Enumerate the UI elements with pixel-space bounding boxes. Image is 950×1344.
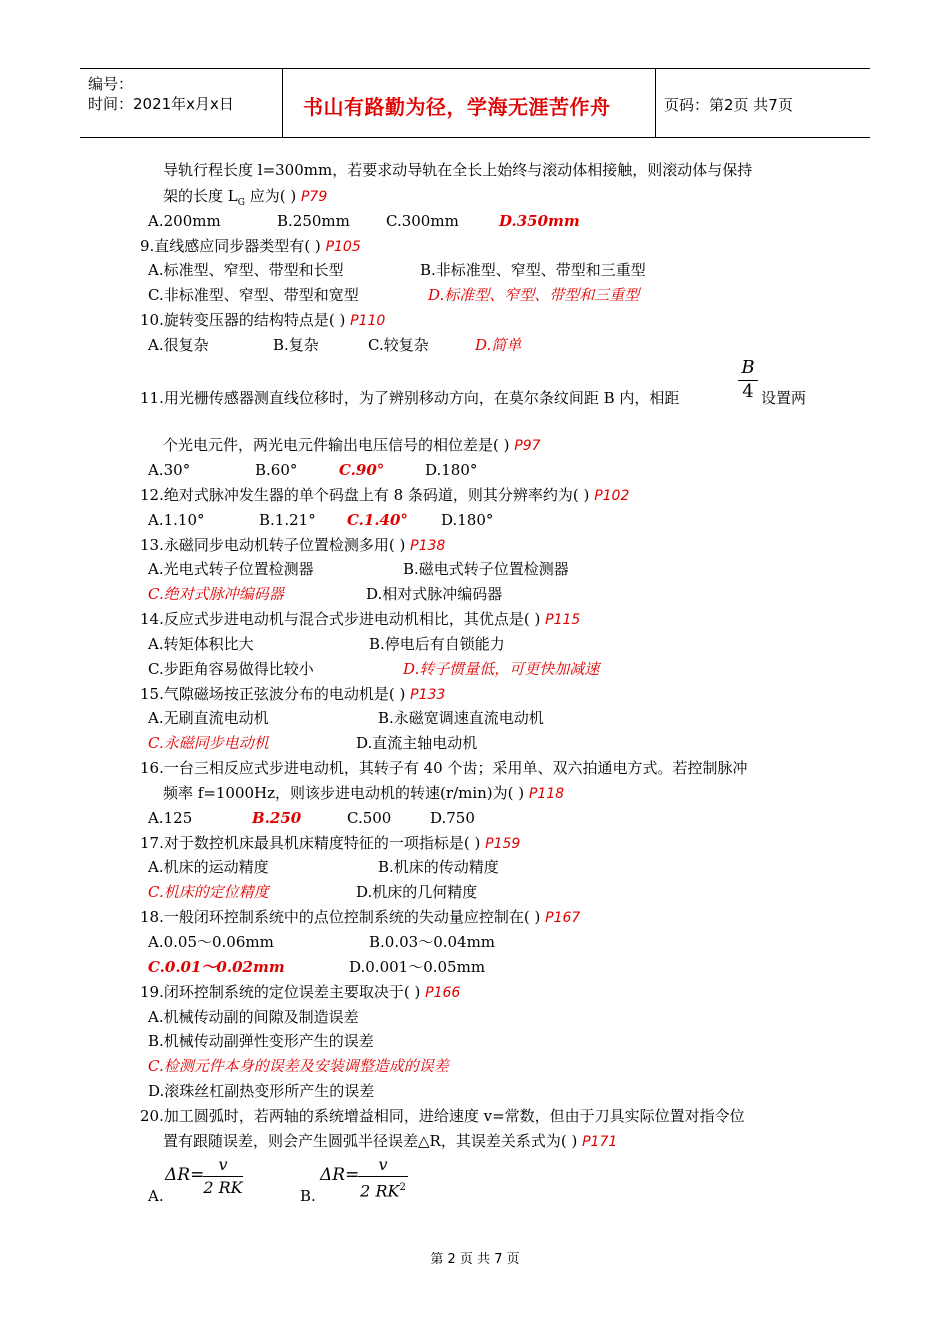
q19-option-b: B.机械传动副弹性变形产生的误差	[148, 1032, 374, 1050]
q9-stem	[140, 236, 361, 257]
q10-page-ref: P110	[350, 313, 386, 329]
header-time: 时间：2021年x月x日	[88, 95, 234, 113]
q20-option-a-label: A.	[148, 1187, 164, 1205]
q16-option-d: D.750	[430, 809, 475, 827]
q9-page-ref: P105	[325, 239, 361, 255]
q16-option-a: A.125	[148, 809, 193, 827]
q14-option-b: B.停电后有自锁能力	[369, 635, 505, 653]
q18-option-a: A.0.05～0.06mm	[148, 933, 274, 951]
q17-stem	[140, 833, 520, 854]
q9-option-a: A.标准型、窄型、带型和长型	[148, 261, 344, 279]
q16-line1: 16.一台三相反应式步进电动机，其转子有 40 个齿；采用单、双六拍通电方式。若控制脉冲	[140, 759, 748, 777]
header-number: 编号：	[88, 75, 134, 93]
q20-line1: 20.加工圆弧时，若两轴的系统增益相同，进给速度 v=常数，但由于刀具实际位置对指令位	[140, 1107, 745, 1125]
q11-fraction-numerator: B	[741, 357, 755, 378]
q16-option-c: C.500	[347, 809, 392, 827]
q13-page-ref: P138	[410, 538, 446, 554]
q13-stem-text: 13.永磁同步电动机转子位置检测多用( )	[140, 536, 406, 554]
q17-option-d: D.机床的几何精度	[356, 883, 478, 901]
q13-option-d: D.相对式脉冲编码器	[366, 585, 503, 603]
q11-option-a: A.30°	[148, 461, 191, 479]
q11-line2-text: 个光电元件，两光电元件输出电压信号的相位差是( )	[163, 436, 510, 454]
q8-line1: 导轨行程长度 l=300mm，若要求动导轨在全长上始终与滚动体相接触，则滚动体与保持	[163, 161, 753, 179]
q19-stem	[140, 982, 460, 1003]
q13-option-c-answer: C.绝对式脉冲编码器	[148, 585, 284, 603]
q14-option-d-answer: D.转子惯量低，可更快加减速	[403, 660, 600, 678]
q8-option-a: A.200mm	[148, 212, 221, 230]
q11-option-d: D.180°	[425, 461, 478, 479]
q9-option-c: C.非标准型、窄型、带型和宽型	[148, 286, 359, 304]
header-motto-cell	[283, 69, 656, 137]
q14-stem-text: 14.反应式步进电动机与混合式步进电动机相比，其优点是( )	[140, 610, 541, 628]
q8-option-c: C.300mm	[386, 212, 459, 230]
q10-option-a: A.很复杂	[148, 336, 209, 354]
q10-stem	[140, 310, 385, 331]
q14-option-a: A.转矩体积比大	[148, 635, 254, 653]
q12-option-c-answer: C.1.40°	[347, 511, 408, 529]
q19-option-a: A.机械传动副的间隙及制造误差	[148, 1008, 359, 1026]
q20-option-b-denominator-text: 2 RK	[360, 1181, 400, 1201]
q20-option-b-exponent: 2	[399, 1182, 406, 1193]
q17-option-b: B.机床的传动精度	[378, 858, 499, 876]
q12-stem-text: 12.绝对式脉冲发生器的单个码盘上有 8 条码道，则其分辨率约为( )	[140, 486, 590, 504]
q8-page-ref: P79	[300, 189, 328, 205]
q20-line2-text: 置有跟随误差，则会产生圆弧半径误差△R，其误差关系式为( )	[163, 1132, 578, 1150]
q13-option-b: B.磁电式转子位置检测器	[403, 560, 569, 578]
q13-stem	[140, 535, 445, 556]
q15-page-ref: P133	[410, 687, 446, 703]
header-page-cell	[656, 69, 870, 137]
q15-stem	[140, 684, 445, 705]
q19-option-d: D.滚珠丝杠副热变形所产生的误差	[148, 1082, 375, 1100]
q20-option-a-numerator: v	[218, 1155, 228, 1174]
q18-option-d: D.0.001～0.05mm	[349, 958, 486, 976]
q17-stem-text: 17.对于数控机床最具机床精度特征的一项指标是( )	[140, 834, 481, 852]
q19-stem-text: 19.闭环控制系统的定位误差主要取决于( )	[140, 983, 421, 1001]
q20-line2	[163, 1131, 617, 1152]
q18-stem	[140, 907, 580, 928]
q16-line2	[163, 783, 564, 804]
q11-fraction-denominator: 4	[742, 381, 754, 402]
page-footer: 第 2 页 共 7 页	[430, 1252, 520, 1267]
q15-option-a: A.无刷直流电动机	[148, 709, 269, 727]
q11-option-c-answer: C.90°	[339, 461, 385, 479]
q8-line2-text: 架的长度 L	[163, 187, 238, 205]
q19-page-ref: P166	[425, 985, 461, 1001]
q20-option-b-label: B.	[300, 1187, 316, 1205]
q15-stem-text: 15.气隙磁场按正弦波分布的电动机是( )	[140, 685, 406, 703]
q14-page-ref: P115	[545, 612, 581, 628]
q12-stem	[140, 485, 629, 506]
q10-option-d-answer: D.简单	[475, 336, 522, 354]
q12-option-b: B.1.21°	[259, 511, 316, 529]
q12-page-ref: P102	[594, 488, 630, 504]
q15-option-b: B.永磁宽调速直流电动机	[378, 709, 544, 727]
q20-option-b-lhs: ΔR=	[320, 1165, 360, 1185]
q15-option-d: D.直流主轴电动机	[356, 734, 478, 752]
q16-line2-text: 频率 f=1000Hz，则该步进电动机的转速(r/min)为( )	[163, 784, 525, 802]
q20-page-ref: P171	[582, 1134, 618, 1150]
q16-option-b-answer: B.250	[252, 809, 302, 827]
q9-stem-text: 9.直线感应同步器类型有( )	[140, 237, 321, 255]
q12-option-d: D.180°	[441, 511, 494, 529]
q11-page-ref: P97	[514, 438, 541, 454]
header-info-cell	[80, 69, 283, 137]
q8-line2-sub: G	[237, 198, 245, 208]
q18-page-ref: P167	[545, 910, 581, 926]
q17-page-ref: P159	[485, 836, 521, 852]
q16-page-ref: P118	[528, 786, 565, 802]
q14-stem	[140, 609, 580, 630]
q20-option-b-fraction-bar	[358, 1176, 408, 1177]
q11-line2	[163, 435, 541, 456]
q18-stem-text: 18.一般闭环控制系统中的点位控制系统的失动量应控制在( )	[140, 908, 541, 926]
header-motto: 书山有路勤为径，学海无涯苦作舟	[303, 95, 611, 119]
q8-line2	[163, 186, 327, 213]
q17-option-c-answer: C.机床的定位精度	[148, 883, 269, 901]
q11-line1: 11.用光栅传感器测直线位移时，为了辨别移动方向，在莫尔条纹间距 B 内，相距	[140, 389, 680, 407]
q9-option-b: B.非标准型、窄型、带型和三重型	[420, 261, 646, 279]
q15-option-c-answer: C.永磁同步电动机	[148, 734, 269, 752]
q11-line1-post: 设置两	[761, 389, 807, 407]
q9-option-d-answer: D.标准型、窄型、带型和三重型	[428, 286, 640, 304]
q10-stem-text: 10.旋转变压器的结构特点是( )	[140, 311, 346, 329]
page-header	[80, 68, 870, 138]
q18-option-c-answer: C.0.01～0.02mm	[148, 958, 285, 976]
q18-option-b: B.0.03～0.04mm	[369, 933, 496, 951]
q19-option-c-answer: C.检测元件本身的误差及安装调整造成的误差	[148, 1057, 449, 1075]
q20-option-a-denominator: 2 RK	[203, 1178, 243, 1197]
q10-option-b: B.复杂	[273, 336, 319, 354]
q20-option-b-denominator	[358, 1179, 408, 1200]
header-page-info: 页码：第2页 共7页	[664, 96, 793, 114]
q17-option-a: A.机床的运动精度	[148, 858, 269, 876]
q11-option-b: B.60°	[255, 461, 298, 479]
q8-option-b: B.250mm	[277, 212, 350, 230]
q13-option-a: A.光电式转子位置检测器	[148, 560, 314, 578]
q20-option-a-lhs: ΔR=	[165, 1165, 205, 1185]
q20-option-b-numerator: v	[378, 1155, 388, 1174]
q20-option-a-fraction-bar	[203, 1176, 243, 1177]
q8-line2-post: 应为( )	[244, 187, 297, 205]
q10-option-c: C.较复杂	[368, 336, 429, 354]
q12-option-a: A.1.10°	[148, 511, 205, 529]
q8-option-d-answer: D.350mm	[499, 212, 580, 230]
q14-option-c: C.步距角容易做得比较小	[148, 660, 314, 678]
